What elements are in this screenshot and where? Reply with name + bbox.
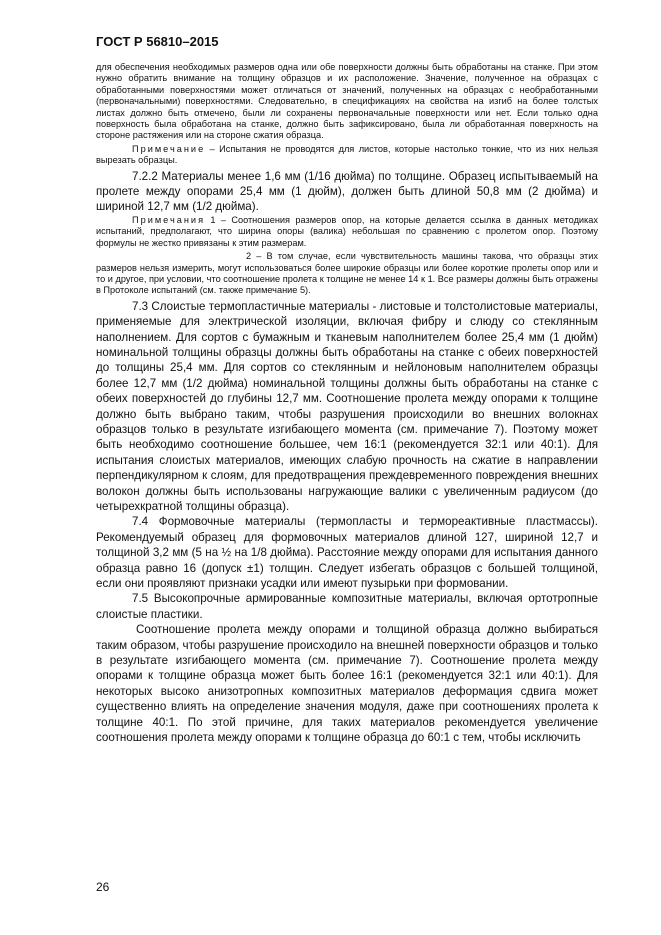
note-1-label: Примечание — [132, 143, 206, 154]
section-7-2-2: 7.2.2 Материалы менее 1,6 мм (1/16 дюйма) по толщине. Образец испытываемый на пролете между опорами 25,4 мм (1 дюйм), должен быть длиной 50,8 мм (2 дюйма) и шириной 12,7 мм (1/2 дюйма). — [96, 169, 598, 214]
note-a-text: 1 – Соотношения размеров опор, на которые делается ссылка в данных методиках испытаний, предполагают, что ширина опоры (валика) небольшая по сравнению с пролетом опор. Поэтому формулы не жестко привязаны к этим размерам. — [96, 214, 598, 248]
notes-block-1 — [96, 215, 598, 249]
document-header: ГОСТ Р 56810–2015 — [96, 34, 219, 49]
section-7-4: 7.4 Формовочные материалы (термопласты и термореактивные пластмассы). Рекомендуемый образец для формовочных материалов длиной 127, шириной 12,7 и толщиной 3,2 мм (5 на ½ на 1/8 дюйма). Расстояние между опорами для испытания данного образца равно 16 (допуск ±1) толщин. Следует избегать образцов с большей толщиной, если они проявляют признаки усадки или имеют пузырьки при формовании. — [96, 515, 598, 591]
page-number: 26 — [96, 880, 110, 894]
document-body — [96, 62, 598, 746]
note-1 — [96, 144, 598, 167]
note-1-text: – Испытания не проводятся для листов, которые настолько тонкие, что из них нельзя вырезать образцы. — [96, 143, 598, 166]
section-7-5: 7.5 Высокопрочные армированные композитные материалы, включая ортотропные слоистые пластики. — [96, 592, 598, 621]
paragraph-continuation: для обеспечения необходимых размеров одна или обе поверхности должны быть обработаны на станке. При этом нужно обратить внимание на толщину образцов и их расположение. Значение, полученное на образцах с обработанными поверхностями может отличаться от значений, полученных на образцах с необработанными (первоначальными) поверхностями. Следовательно, в спецификациях на свойства на изгиб на более толстых листах должно быть отмечено, были ли сохранены первоначальные поверхности или нет. Если только одна поверхность была обработана на станке, должно быть зафиксировано, была ли обработанная поверхность на стороне растяжения или на стороне сжатия образца. — [96, 62, 598, 141]
section-7-5-body: Соотношение пролета между опорами и толщиной образца должно выбираться таким образом, чтобы разрушение происходило на внешней поверхности образцов и только в результате изгибающего момента (см. примечание 7). Соотношение пролета между опорами к толщине образца может быть более 16:1 (рекомендуется 32:1 или 40:1). Для некоторых высоко анизотропных композитных материалов деформация сдвига может существенно влиять на определение значения модуля, даже при соотношениях пролета к толщине 40:1. По этой причине, для таких материалов рекомендуется увеличение соотношения пролета между опорами к толщине образца до 60:1 с тем, чтобы исключить — [96, 623, 598, 745]
notes-label: Примечания — [132, 214, 206, 225]
section-7-3: 7.3 Слоистые термопластичные материалы - листовые и толстолистовые материалы, применяемые для электрической изоляции, включая фибру и слюду со стеклянным наполнением. Для сортов с бумажным и тканевым наполнителем более 25,4 мм (1 дюйм) номинальной толщины образцы должны быть обработаны на станке с обеих поверхностей до толщины 25,4 мм. Для сортов со стеклянным и нейлоновым наполнителем образцы более 12,7 мм (1/2 дюйма) номинальной толщины должны быть обработаны на станке с обеих поверхностей до глубины 12,7 мм. Соотношение пролета между опорами к толщине должно быть выбрано таким, чтобы разрушения происходили во внешних волокнах образцов только в результате изгибающего момента (см. примечание 7). Поэтому может быть необходимо соотношение большее, чем 16:1 (рекомендуется 32:1 или 40:1). Для испытания слоистых материалов, имеющих слабую прочность на сжатие в направлении перпендикулярном к слоям, для предотвращения преждевременного повреждения внешних волокон должны быть использованы нагружающие валики с увеличенным радиусом (до четырехкратной толщины образца). — [96, 299, 598, 513]
note-2: 2 – В том случае, если чувствительность машины такова, что образцы этих размеров нельзя измерить, могут использоваться более широкие образцы или более короткие пролеты опор или и то и другое, при условии, что соотношение пролета к толщине не менее 14 к 1. Все размеры должны быть отражены в Протоколе испытаний (см. также примечание 5). — [96, 251, 598, 296]
